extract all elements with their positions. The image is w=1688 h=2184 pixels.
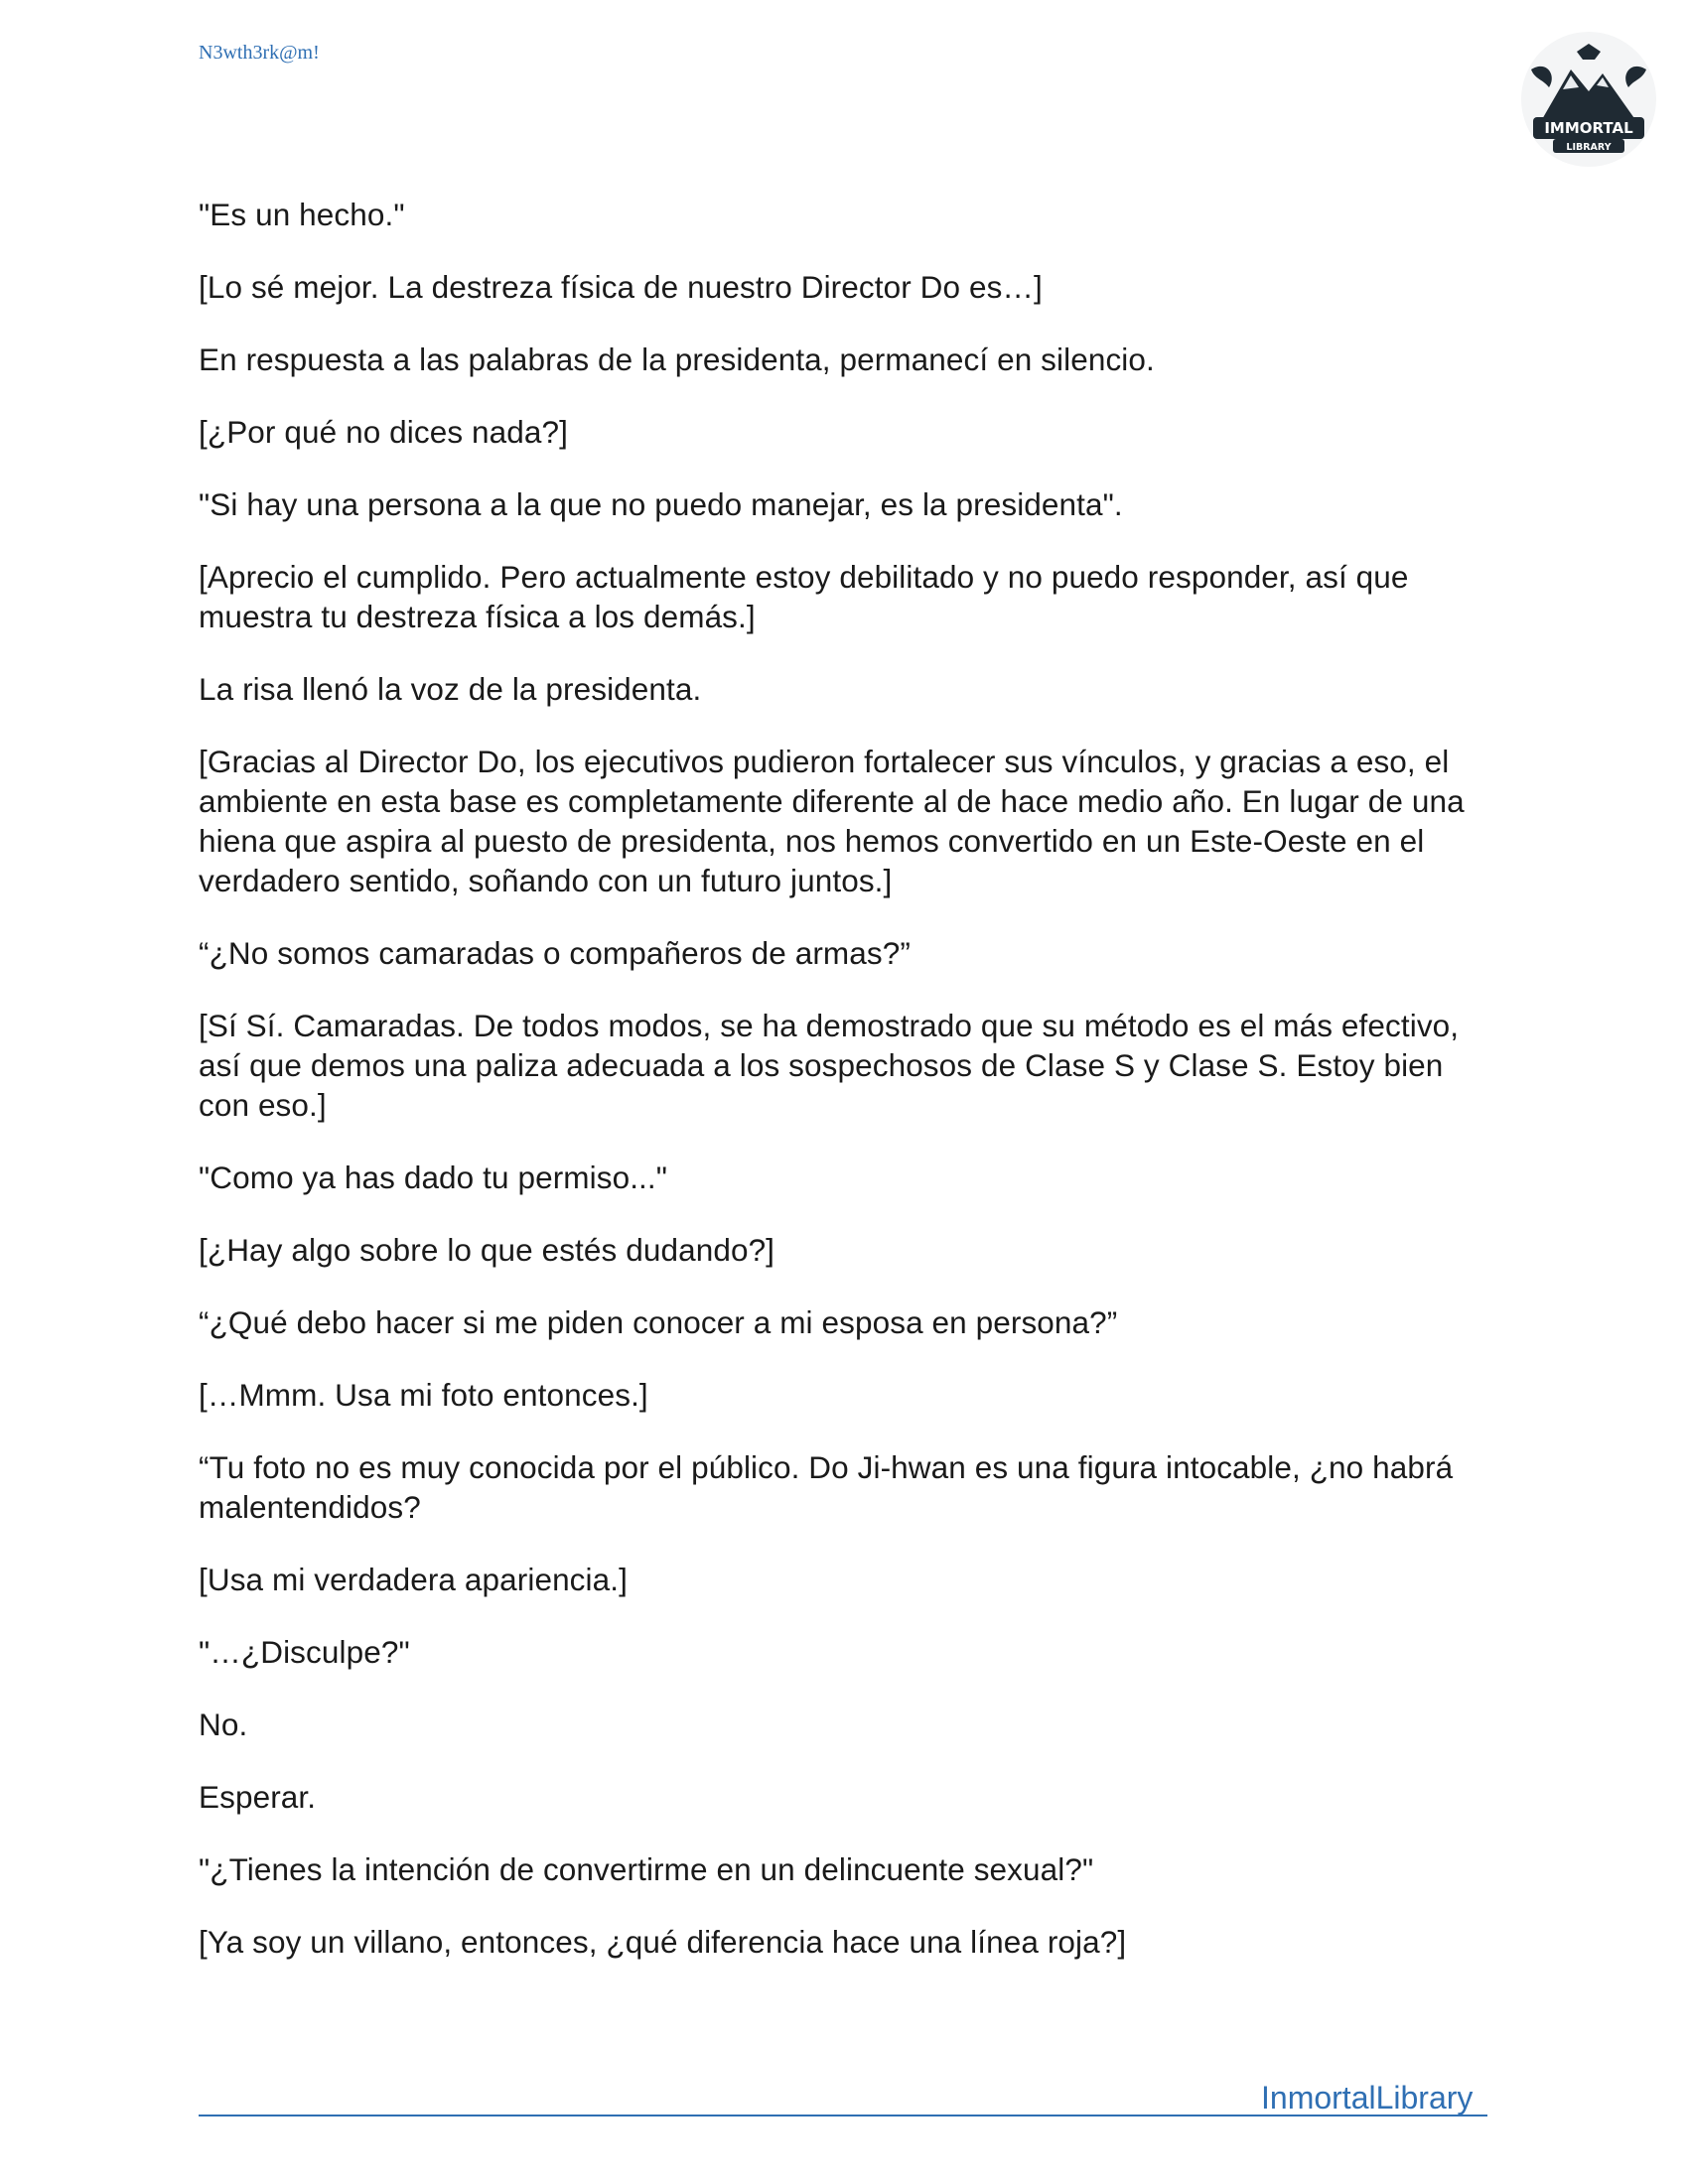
paragraph: “Tu foto no es muy conocida por el público. Do Ji-hwan es una figura intocable, ¿no habrá malentendidos? [199, 1449, 1454, 1525]
paragraph: […Mmm. Usa mi foto entonces.] [199, 1377, 648, 1413]
paragraph: "Como ya has dado tu permiso..." [199, 1160, 668, 1195]
paragraph: [Aprecio el cumplido. Pero actualmente estoy debilitado y no puedo responder, así que muestra tu destreza física a los demás.] [199, 559, 1409, 634]
paragraph: La risa llenó la voz de la presidenta. [199, 671, 702, 707]
paragraph: [Usa mi verdadera apariencia.] [199, 1562, 628, 1597]
paragraph: En respuesta a las palabras de la presidenta, permanecí en silencio. [199, 341, 1155, 377]
paragraph: “¿Qué debo hacer si me piden conocer a mi esposa en persona?” [199, 1304, 1118, 1340]
header-tag: N3wth3rk@m! [199, 42, 320, 64]
immortal-library-logo [1519, 30, 1658, 169]
footer-site-link[interactable]: InmortalLibrary [1261, 2080, 1474, 2116]
logo-text-top: IMMORTAL [1544, 119, 1633, 137]
logo-text-bottom: LIBRARY [1566, 142, 1612, 153]
paragraph: “¿No somos camaradas o compañeros de armas?” [199, 935, 911, 971]
paragraph: "Si hay una persona a la que no puedo manejar, es la presidenta". [199, 486, 1123, 522]
paragraph: No. [199, 1706, 248, 1742]
paragraph: "Es un hecho." [199, 197, 405, 232]
footer-rule [199, 2115, 1487, 2116]
paragraph: [Gracias al Director Do, los ejecutivos pudieron fortalecer sus vínculos, y gracias a eso, el ambiente en esta base es completamente diferente al de hace medio año. En lugar de una hiena que aspira al puesto de presidenta, nos hemos convertido en un Este-Oeste en el verdadero sentido, soñando con un futuro juntos.] [199, 744, 1465, 898]
paragraph: [Ya soy un villano, entonces, ¿qué diferencia hace una línea roja?] [199, 1924, 1127, 1960]
paragraph: "…¿Disculpe?" [199, 1634, 410, 1670]
document-body [199, 195, 1489, 1994]
paragraph: [Lo sé mejor. La destreza física de nuestro Director Do es…] [199, 269, 1043, 305]
paragraph: [Sí Sí. Camaradas. De todos modos, se ha demostrado que su método es el más efectivo, así que demos una paliza adecuada a los sospechosos de Clase S y Clase S. Estoy bien con eso.] [199, 1008, 1460, 1123]
paragraph: "¿Tienes la intención de convertirme en un delincuente sexual?" [199, 1851, 1094, 1887]
paragraph: [¿Hay algo sobre lo que estés dudando?] [199, 1232, 775, 1268]
paragraph: Esperar. [199, 1779, 317, 1815]
paragraph: [¿Por qué no dices nada?] [199, 414, 568, 450]
